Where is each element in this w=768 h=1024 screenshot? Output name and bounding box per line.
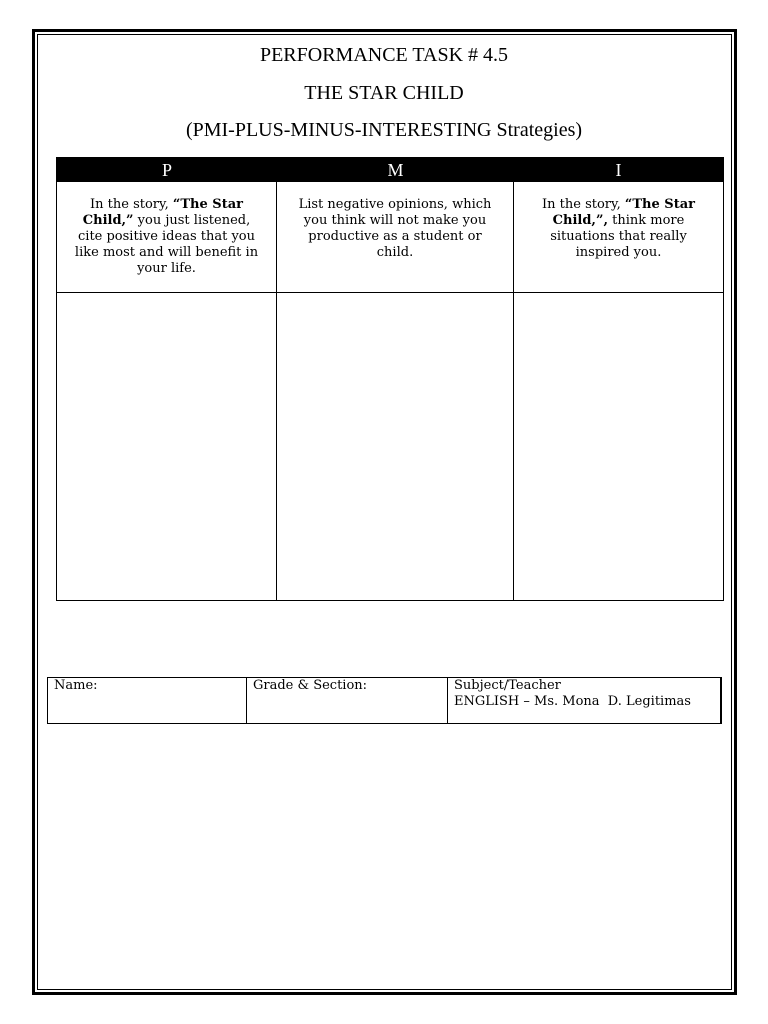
answer-area-p — [57, 293, 277, 600]
grade-section-cell — [247, 678, 448, 723]
pmi-table — [56, 157, 724, 601]
prompt-text-continued: you just listened, cite positive ideas that you like most and will benefit in your life. — [74, 213, 259, 276]
story-title: THE STAR CHILD — [304, 82, 464, 104]
prompt-cell-m — [277, 182, 514, 293]
answer-area-i — [514, 293, 723, 600]
name-label: Name: — [54, 678, 98, 693]
column-header-i: I — [514, 158, 723, 182]
column-header-m: M — [277, 158, 514, 182]
prompt-text: In the story, — [90, 197, 173, 212]
prompt-text: In the story, — [542, 197, 625, 212]
subject-teacher-cell — [448, 678, 721, 723]
prompt-text: List negative opinions, which you think will not make you productive as a student or child. — [298, 197, 492, 260]
prompt-cell-i — [514, 182, 723, 293]
subject-teacher-value: ENGLISH – Ms. Mona D. Legitimas — [454, 694, 691, 709]
name-cell — [48, 678, 247, 723]
prompt-text-continued: think more situations that really inspired you. — [550, 213, 687, 260]
answer-area-m — [277, 293, 514, 600]
grade-section-label: Grade & Section: — [253, 678, 368, 693]
task-title: PERFORMANCE TASK # 4.5 — [259, 44, 509, 66]
subject-teacher-label: Subject/Teacher — [454, 678, 561, 693]
column-header-p: P — [57, 158, 277, 182]
story-title-bold: “The Star Child,” — [82, 197, 243, 228]
prompt-cell-p — [57, 182, 277, 293]
student-info-table — [47, 677, 722, 724]
story-title-bold: “The Star Child,”, — [552, 197, 695, 228]
strategy-title: (PMI-PLUS-MINUS-INTERESTING Strategies) — [185, 119, 583, 141]
